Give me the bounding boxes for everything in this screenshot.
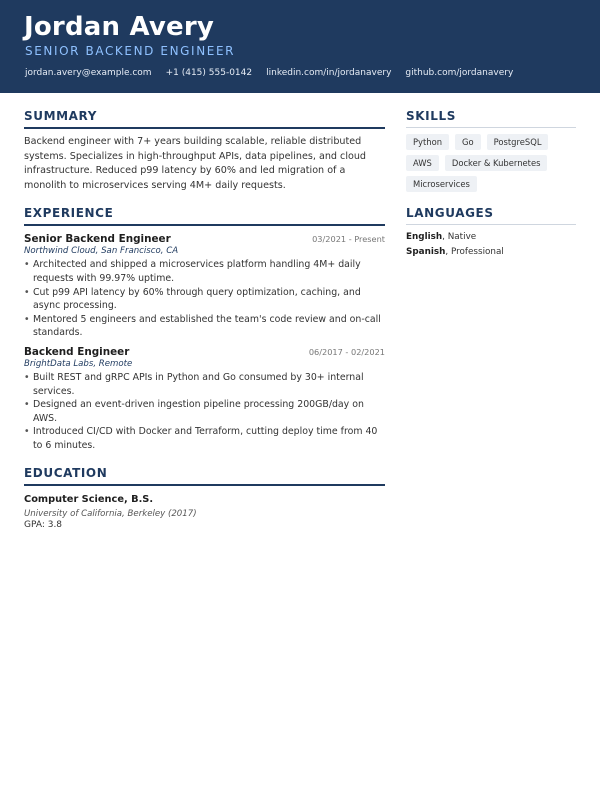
skill-tag: AWS: [406, 155, 439, 171]
job-bullet: • Architected and shipped a microservices platform handling 4M+ daily requests with 99.97% uptime.: [24, 258, 385, 285]
candidate-name: Jordan Avery: [24, 12, 215, 42]
skill-tag: Microservices: [406, 176, 477, 192]
job-entry: [24, 346, 385, 453]
education-heading: EDUCATION: [24, 466, 385, 486]
job-bullet: • Designed an event-driven ingestion pipeline processing 200GB/day on AWS.: [24, 398, 385, 425]
job-bullets: [24, 258, 385, 340]
skills-list: [406, 134, 576, 192]
experience-section: [24, 206, 385, 452]
languages-section: [406, 206, 576, 257]
resume-header: [0, 0, 600, 93]
contact-github[interactable]: github.com/jordanavery: [405, 68, 514, 78]
summary-section: [24, 109, 385, 193]
skills-section: [406, 109, 576, 192]
job-dates: 06/2017 - 02/2021: [308, 346, 385, 357]
skills-heading: SKILLS: [406, 109, 576, 128]
main-column: [24, 109, 385, 530]
job-bullet: • Mentored 5 engineers and established the team's code review and on-call standards.: [24, 313, 385, 340]
skill-tag: Docker & Kubernetes: [445, 155, 548, 171]
candidate-title: SENIOR BACKEND ENGINEER: [25, 44, 236, 58]
job-bullet: • Cut p99 API latency by 60% through query optimization, caching, and async processing.: [24, 286, 385, 313]
job-bullet: • Built REST and gRPC APIs in Python and Go consumed by 30+ internal services.: [24, 371, 385, 398]
language-level: , Native: [442, 232, 477, 242]
language-item: [406, 232, 576, 242]
job-bullets: [24, 371, 385, 453]
skill-tag: Python: [406, 134, 449, 150]
contact-list: [25, 68, 513, 78]
job-bullet: • Introduced CI/CD with Docker and Terraform, cutting deploy time from 40 to 6 minutes.: [24, 425, 385, 452]
education-degree: Computer Science, B.S.: [24, 493, 154, 505]
skill-tag: Go: [455, 134, 481, 150]
contact-linkedin[interactable]: linkedin.com/in/jordanavery: [266, 68, 392, 78]
job-role: Senior Backend Engineer: [24, 233, 171, 246]
language-name: Spanish: [406, 247, 446, 257]
job-entry: [24, 233, 385, 340]
summary-heading: SUMMARY: [24, 109, 385, 129]
education-school: University of California, Berkeley (2017): [24, 508, 197, 519]
skill-tag: PostgreSQL: [487, 134, 549, 150]
languages-heading: LANGUAGES: [406, 206, 576, 225]
language-item: [406, 247, 576, 257]
language-level: , Professional: [445, 247, 504, 257]
side-column: [406, 109, 576, 257]
job-role: Backend Engineer: [24, 345, 130, 358]
contact-email[interactable]: jordan.avery@example.com: [25, 68, 152, 78]
job-company: BrightData Labs, Remote: [24, 358, 133, 369]
summary-text: Backend engineer with 7+ years building scalable, reliable distributed systems. Specializes in high-throughput APIs, data pipelines, and cloud infrastructure. Reduced p99 latency by 60% and led migration of a monolith to microservices serving 4M+ daily requests.: [24, 136, 367, 191]
education-gpa: GPA: 3.8: [24, 519, 63, 530]
education-section: [24, 466, 385, 530]
language-name: English: [406, 232, 443, 242]
job-company: Northwind Cloud, San Francisco, CA: [24, 246, 179, 257]
experience-heading: EXPERIENCE: [24, 206, 385, 226]
contact-phone[interactable]: +1 (415) 555-0142: [165, 68, 253, 78]
job-dates: 03/2021 - Present: [312, 234, 385, 245]
